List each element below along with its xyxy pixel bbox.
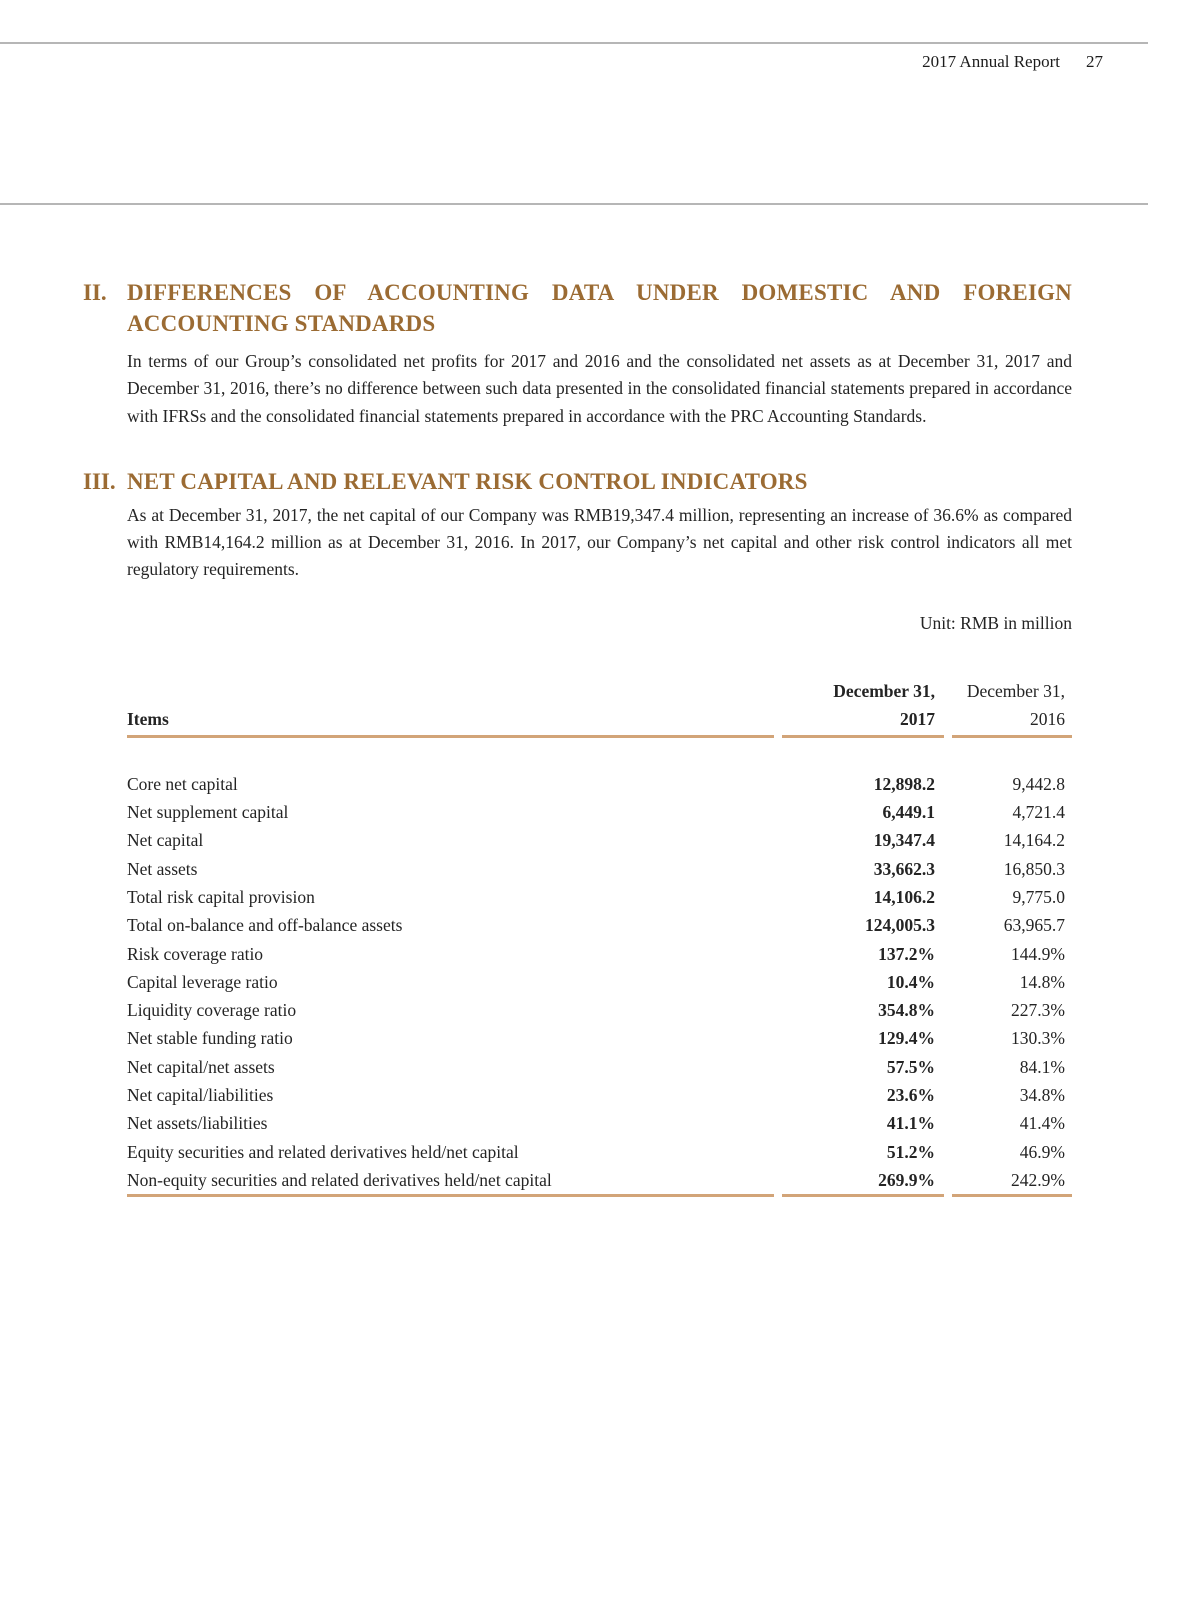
cell-2016: 14,164.2: [1003, 830, 1065, 851]
cell-item: Net capital: [127, 830, 204, 851]
table-row: [127, 770, 1072, 798]
cell-2017: 12,898.2: [873, 773, 935, 794]
table-row: [127, 798, 1072, 826]
cell-2016: 34.8%: [1019, 1085, 1065, 1106]
section-iii-body: As at December 31, 2017, the net capital of our Company was RMB19,347.4 million, representing an increase of 36.6% as compared with RMB14,164.2 million as at December 31, 2016. In 2017, our Company’s net capital and other risk control indicators all met regulatory requirements.: [127, 504, 1072, 580]
cell-2016: 227.3%: [1011, 1000, 1065, 1021]
section-ii-heading-line2: ACCOUNTING STANDARDS: [127, 311, 436, 336]
report-title: 2017 Annual Report: [922, 52, 1060, 71]
page-content: [83, 205, 1072, 1197]
cell-2016: 46.9%: [1019, 1141, 1065, 1162]
cell-2016: 41.4%: [1019, 1113, 1065, 1134]
cell-2016: 16,850.3: [1003, 858, 1065, 879]
cell-2017: 354.8%: [878, 1000, 935, 1021]
cell-item: Net assets: [127, 858, 198, 879]
cell-2017: 57.5%: [886, 1056, 935, 1077]
cell-2016: 242.9%: [1011, 1169, 1065, 1190]
cell-item: Equity securities and related derivatives held/net capital: [127, 1141, 519, 1162]
cell-2016: 63,965.7: [1003, 915, 1065, 936]
cell-item: Non-equity securities and related derivatives held/net capital: [127, 1169, 552, 1190]
table-row: [127, 940, 1072, 968]
table-row: [127, 1138, 1072, 1166]
cell-item: Net supplement capital: [127, 802, 289, 823]
cell-2017: 137.2%: [878, 943, 935, 964]
table-row: [127, 826, 1072, 854]
table-row: [127, 883, 1072, 911]
cell-item: Risk coverage ratio: [127, 943, 264, 964]
column-header-items: Items: [127, 708, 169, 729]
section-iii-numeral: III.: [83, 468, 116, 494]
section-iii: [83, 466, 1072, 584]
cell-2016: 4,721.4: [1012, 802, 1065, 823]
cell-2016: 14.8%: [1019, 971, 1065, 992]
table-row: [127, 1166, 1072, 1194]
table-row: [127, 1109, 1072, 1137]
table-header: [127, 677, 1072, 735]
cell-item: Net assets/liabilities: [127, 1113, 268, 1134]
top-rule: [0, 42, 1148, 44]
table-row: [127, 1024, 1072, 1052]
cell-2017: 33,662.3: [873, 858, 935, 879]
cell-2016: 9,442.8: [1012, 773, 1065, 794]
cell-2017: 6,449.1: [882, 802, 935, 823]
section-iii-heading: NET CAPITAL AND RELEVANT RISK CONTROL INDICATORS: [127, 468, 808, 494]
cell-item: Capital leverage ratio: [127, 971, 278, 992]
column-header-2017-line2: 2017: [900, 708, 935, 729]
cell-2017: 14,106.2: [873, 886, 935, 907]
table-row: [127, 968, 1072, 996]
table-row: [127, 1053, 1072, 1081]
bottom-rule: [127, 1194, 1072, 1197]
cell-2017: 129.4%: [878, 1028, 935, 1049]
section-ii-heading: [127, 277, 1072, 339]
cell-item: Core net capital: [127, 773, 238, 794]
cell-item: Net capital/liabilities: [127, 1085, 274, 1106]
cell-2016: 84.1%: [1019, 1056, 1065, 1077]
net-capital-table: [127, 677, 1072, 1197]
table-body: [127, 738, 1072, 1194]
cell-item: Total on-balance and off-balance assets: [127, 915, 403, 936]
cell-item: Total risk capital provision: [127, 886, 315, 907]
cell-item: Net stable funding ratio: [127, 1028, 293, 1049]
cell-2016: 130.3%: [1011, 1028, 1065, 1049]
section-ii-heading-line1: DIFFERENCES OF ACCOUNTING DATA UNDER DOMESTIC AND FOREIGN: [127, 280, 1072, 305]
table-row: [127, 855, 1072, 883]
header-rule: [127, 735, 1072, 738]
section-ii-body: In terms of our Group’s consolidated net profits for 2017 and 2016 and the consolidated net assets as at December 31, 2017 and December 31, 2016, there’s no difference between such data presented in the consolidated financial statements prepared in accordance with IFRSs and the consolidated financial statements prepared in accordance with the PRC Accounting Standards.: [127, 351, 1072, 426]
cell-2017: 10.4%: [886, 971, 935, 992]
cell-2017: 51.2%: [886, 1141, 935, 1162]
cell-2017: 41.1%: [886, 1113, 935, 1134]
page-number: 27: [1086, 52, 1103, 71]
cell-2017: 23.6%: [886, 1085, 935, 1106]
cell-2017: 19,347.4: [873, 830, 935, 851]
table-row: [127, 911, 1072, 939]
table-row: [127, 996, 1072, 1024]
cell-item: Liquidity coverage ratio: [127, 1000, 297, 1021]
column-header-2017-line1: December 31,: [833, 680, 935, 701]
column-header-2017: [778, 677, 944, 733]
column-header-2016-line2: 2016: [1030, 708, 1065, 729]
section-ii: [83, 277, 1072, 430]
column-header-2016-line1: December 31,: [966, 680, 1065, 701]
column-header-2016: [944, 677, 1072, 733]
table-row: [127, 1081, 1072, 1109]
page-header: [922, 52, 1103, 72]
section-ii-numeral: II.: [83, 280, 107, 305]
cell-2016: 9,775.0: [1012, 886, 1065, 907]
cell-2017: 124,005.3: [865, 915, 935, 936]
cell-item: Net capital/net assets: [127, 1056, 275, 1077]
cell-2017: 269.9%: [878, 1169, 935, 1190]
cell-2016: 144.9%: [1011, 943, 1065, 964]
unit-label: Unit: RMB in million: [919, 612, 1072, 633]
